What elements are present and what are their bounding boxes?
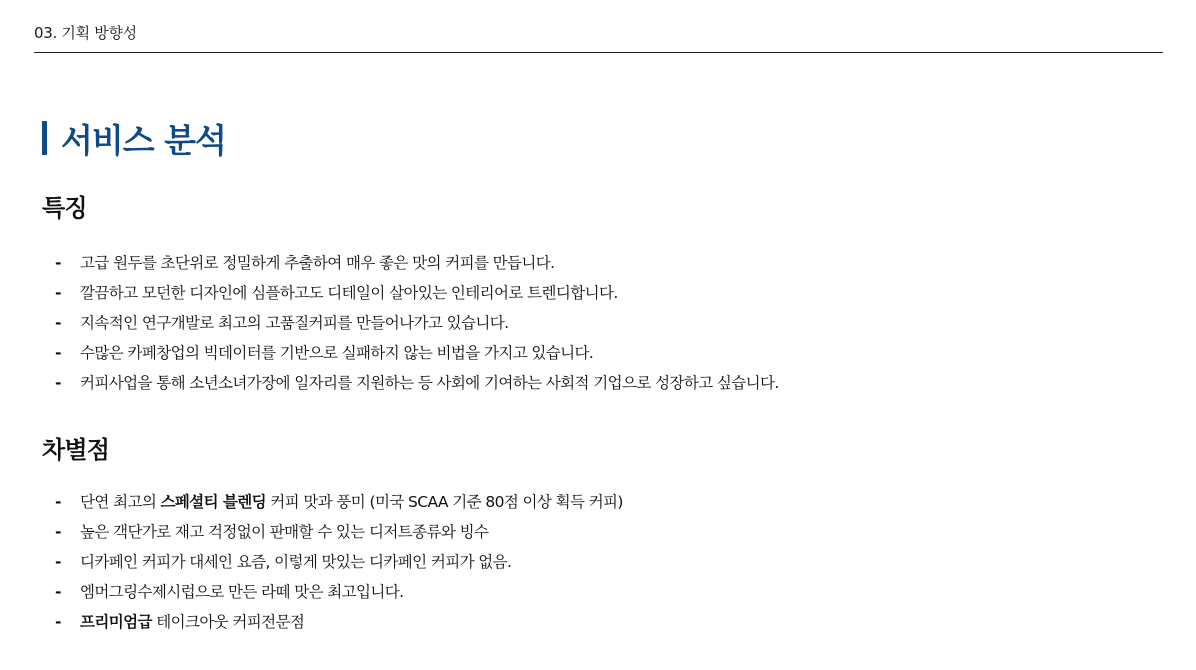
features-list-item: [55, 338, 779, 368]
bullet-dash: -: [55, 314, 61, 332]
bullet-dash: -: [55, 374, 61, 392]
differentiation-list-item: [55, 487, 623, 517]
differentiation-list-item: [55, 547, 623, 577]
differentiation-item-text: [80, 577, 403, 607]
features-item-text: 깔끔하고 모던한 디자인에 심플하고도 디테일이 살아있는 인테리어로 트렌디합니다.: [80, 284, 618, 302]
features-list-item: [55, 368, 779, 398]
bullet-dash: -: [55, 553, 61, 571]
page-title: [42, 115, 226, 161]
item-text-bold: 프리미엄급: [80, 613, 152, 631]
features-heading: 특징: [42, 194, 87, 222]
item-text-pre: 단연 최고의: [80, 493, 161, 511]
features-item-text: 수많은 카페창업의 빅데이터를 기반으로 실패하지 않는 비법을 가지고 있습니다.: [80, 344, 594, 362]
differentiation-list-item: [55, 607, 623, 637]
features-item-text: 지속적인 연구개발로 최고의 고품질커피를 만들어나가고 있습니다.: [80, 314, 509, 332]
item-text-pre: 엠머그링수제시럽으로 만든 라떼 맛은 최고입니다.: [80, 583, 404, 601]
differentiation-item-text: [80, 547, 511, 577]
differentiation-list-item: [55, 577, 623, 607]
header-divider: [34, 52, 1163, 53]
item-text-post: 커피 맛과 풍미 (미국 SCAA 기준 80점 이상 획득 커피): [265, 493, 623, 511]
differentiation-item-text: [80, 487, 623, 517]
bullet-dash: -: [55, 344, 61, 362]
page-title-text: 서비스 분석: [61, 120, 226, 160]
item-text-bold: 스페셜티 블렌딩: [160, 493, 266, 511]
features-list-item: [55, 278, 779, 308]
differentiation-item-text: [80, 517, 488, 547]
features-item-text: 커피사업을 통해 소년소녀가장에 일자리를 지원하는 등 사회에 기여하는 사회적 기업으로 성장하고 싶습니다.: [80, 374, 779, 392]
differentiation-list: [55, 487, 623, 637]
bullet-dash: -: [55, 583, 61, 601]
bullet-dash: -: [55, 254, 61, 272]
page-section-label: 03. 기획 방향성: [34, 24, 137, 42]
differentiation-list-item: [55, 517, 623, 547]
bullet-dash: -: [55, 523, 61, 541]
features-item-text: 고급 원두를 초단위로 정밀하게 추출하여 매우 좋은 맛의 커피를 만듭니다.: [80, 254, 555, 272]
item-text-pre: 디카페인 커피가 대세인 요즘, 이렇게 맛있는 디카페인 커피가 없음.: [80, 553, 512, 571]
features-list-item: [55, 248, 779, 278]
bullet-dash: -: [55, 284, 61, 302]
features-list: [55, 248, 779, 398]
differentiation-item-text: [80, 607, 304, 637]
differentiation-heading: 차별점: [42, 436, 110, 464]
title-accent-bar: [42, 121, 47, 155]
features-list-item: [55, 308, 779, 338]
bullet-dash: -: [55, 613, 61, 631]
item-text-pre: 높은 객단가로 재고 걱정없이 판매할 수 있는 디저트종류와 빙수: [80, 523, 489, 541]
bullet-dash: -: [55, 493, 61, 511]
item-text-post: 테이크아웃 커피전문점: [151, 613, 305, 631]
